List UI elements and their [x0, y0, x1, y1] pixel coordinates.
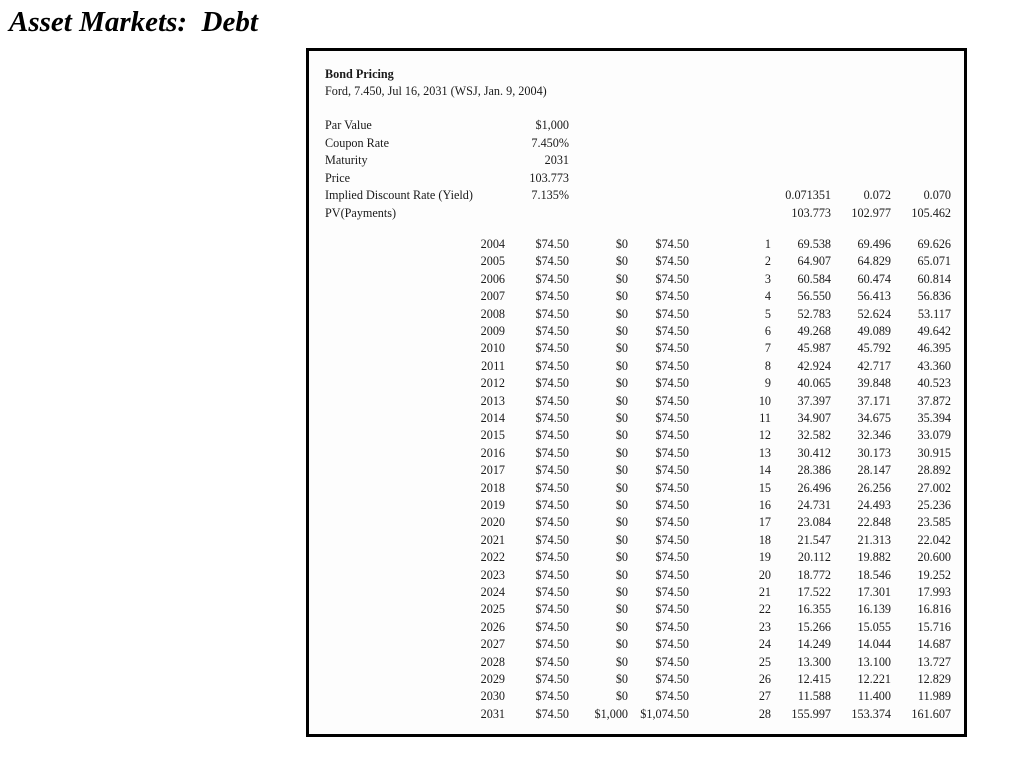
cell-pv-rate-2: 13.100 [857, 654, 891, 669]
table-row [309, 272, 959, 289]
table-row [309, 359, 959, 376]
cell-pv-rate-3: 11.989 [917, 689, 951, 704]
cell-year: 2014 [480, 411, 505, 425]
cell-pv-rate-2: 19.882 [857, 550, 891, 565]
cell-coupon: $74.50 [535, 463, 569, 478]
table-row [309, 672, 959, 689]
cell-total: $74.50 [655, 271, 689, 286]
cell-coupon: $74.50 [535, 480, 569, 495]
cell-year: 2008 [480, 306, 505, 321]
cell-pv-rate-2: 16.139 [857, 602, 891, 617]
cell-pv-rate-3: 161.607 [911, 706, 951, 721]
cell-pv-rate-2: 49.089 [857, 324, 891, 338]
cell-pv-rate-3: 43.360 [917, 358, 951, 373]
cell-period: 6 [764, 324, 771, 338]
cell-pv-rate-2: 24.493 [857, 498, 891, 512]
cell-period: 14 [758, 463, 771, 478]
table-row [309, 446, 959, 463]
cell-year: 2006 [480, 271, 505, 286]
cell-pv-rate-1: 49.268 [797, 324, 831, 338]
cell-pv-rate-1: 64.907 [797, 254, 831, 269]
cell-principal: $0 [615, 428, 628, 443]
cell-period: 27 [758, 689, 771, 704]
cell-year: 2031 [480, 706, 505, 721]
cell-year: 2010 [480, 341, 505, 356]
cell-pv-rate-1: 11.588 [797, 689, 831, 704]
cell-period: 25 [758, 654, 771, 669]
cell-year: 2015 [480, 428, 505, 443]
cell-pv-rate-1: 16.355 [797, 602, 831, 617]
cell-pv-rate-2: 42.717 [857, 358, 891, 373]
param-value-price: 103.773 [529, 170, 569, 185]
table-row [309, 515, 959, 532]
cell-principal: $0 [615, 411, 628, 425]
cell-pv-rate-1: 69.538 [797, 237, 831, 251]
cell-coupon: $74.50 [535, 358, 569, 373]
rate-header-1: 0.071351 [785, 188, 831, 202]
cell-year: 2016 [480, 445, 505, 460]
table-row [309, 376, 959, 393]
cell-period: 26 [758, 672, 771, 686]
cell-pv-rate-3: 25.236 [917, 498, 951, 512]
cell-period: 8 [764, 358, 771, 373]
table-row [309, 655, 959, 672]
cell-year: 2024 [480, 585, 505, 599]
cell-period: 11 [759, 411, 771, 425]
param-value-coupon-rate: 7.450% [531, 135, 569, 150]
cell-coupon: $74.50 [535, 289, 569, 304]
cell-pv-rate-3: 60.814 [917, 271, 951, 286]
cell-coupon: $74.50 [535, 411, 569, 425]
cell-principal: $0 [615, 550, 628, 565]
cell-coupon: $74.50 [535, 637, 569, 652]
cell-year: 2017 [480, 463, 505, 478]
cell-pv-rate-3: 14.687 [917, 637, 951, 652]
cell-coupon: $74.50 [535, 515, 569, 530]
cell-principal: $0 [615, 358, 628, 373]
cell-year: 2005 [480, 254, 505, 269]
table-row [309, 637, 959, 654]
cell-pv-rate-3: 12.829 [917, 672, 951, 686]
cell-principal: $0 [615, 445, 628, 460]
table-row [309, 463, 959, 480]
cell-year: 2013 [480, 393, 505, 408]
cell-pv-rate-3: 35.394 [917, 411, 951, 425]
cell-pv-rate-3: 46.395 [917, 341, 951, 356]
cell-pv-rate-2: 11.400 [857, 689, 891, 704]
cell-coupon: $74.50 [535, 550, 569, 565]
cell-year: 2027 [480, 637, 505, 652]
cell-total: $74.50 [655, 602, 689, 617]
cell-coupon: $74.50 [535, 254, 569, 269]
cell-period: 5 [764, 306, 771, 321]
cell-principal: $0 [615, 254, 628, 269]
pv-total-2: 102.977 [851, 205, 891, 220]
cell-pv-rate-2: 39.848 [857, 376, 891, 391]
cell-coupon: $74.50 [535, 672, 569, 686]
cell-pv-rate-3: 28.892 [917, 463, 951, 478]
cell-year: 2029 [480, 672, 505, 686]
table-row [309, 289, 959, 306]
cell-total: $74.50 [655, 480, 689, 495]
cell-total: $74.50 [655, 532, 689, 547]
table-row [309, 585, 959, 602]
cell-pv-rate-1: 42.924 [797, 358, 831, 373]
cell-coupon: $74.50 [535, 567, 569, 582]
cell-pv-rate-1: 37.397 [797, 393, 831, 408]
table-row [309, 237, 959, 254]
cell-pv-rate-3: 27.002 [917, 480, 951, 495]
cell-pv-rate-1: 40.065 [797, 376, 831, 391]
cell-pv-rate-3: 53.117 [917, 306, 951, 321]
cell-principal: $0 [615, 619, 628, 634]
rate-header-2: 0.072 [863, 188, 891, 202]
cell-period: 21 [758, 585, 771, 599]
cell-year: 2028 [480, 654, 505, 669]
cell-pv-rate-1: 18.772 [797, 567, 831, 582]
param-value-par-value: $1,000 [535, 118, 569, 132]
cell-principal: $0 [615, 289, 628, 304]
table-row [309, 307, 959, 324]
cell-total: $74.50 [655, 428, 689, 443]
cell-principal: $0 [615, 306, 628, 321]
cell-pv-rate-2: 22.848 [857, 515, 891, 530]
cell-pv-rate-1: 26.496 [797, 480, 831, 495]
cell-pv-rate-2: 64.829 [857, 254, 891, 269]
cell-pv-rate-3: 65.071 [917, 254, 951, 269]
rate-header-3: 0.070 [923, 188, 951, 202]
cell-pv-rate-3: 19.252 [917, 567, 951, 582]
param-label-yield: Implied Discount Rate (Yield) [325, 188, 473, 202]
cell-period: 22 [758, 602, 771, 617]
cell-period: 17 [758, 515, 771, 530]
cell-period: 15 [758, 480, 771, 495]
cell-period: 20 [758, 567, 771, 582]
table-row [309, 550, 959, 567]
cell-year: 2026 [480, 619, 505, 634]
cell-total: $74.50 [655, 289, 689, 304]
cell-principal: $0 [615, 532, 628, 547]
cell-pv-rate-3: 33.079 [917, 428, 951, 443]
cell-pv-rate-2: 153.374 [851, 706, 891, 721]
table-row [309, 254, 959, 271]
cell-pv-rate-1: 17.522 [797, 585, 831, 599]
cell-year: 2019 [480, 498, 505, 512]
table-row [309, 498, 959, 515]
cell-pv-rate-3: 17.993 [917, 585, 951, 599]
cell-year: 2020 [480, 515, 505, 530]
table-row [309, 602, 959, 619]
cell-pv-rate-2: 37.171 [857, 393, 891, 408]
table-row [309, 568, 959, 585]
param-label-coupon-rate: Coupon Rate [325, 135, 389, 150]
cell-principal: $0 [615, 463, 628, 478]
cell-year: 2030 [480, 689, 505, 704]
cell-principal: $0 [615, 567, 628, 582]
cell-coupon: $74.50 [535, 428, 569, 443]
pv-total-3: 105.462 [911, 205, 951, 220]
cell-pv-rate-3: 49.642 [917, 324, 951, 338]
cell-coupon: $74.50 [535, 602, 569, 617]
cell-pv-rate-1: 12.415 [797, 672, 831, 686]
cell-total: $74.50 [655, 341, 689, 356]
cell-total: $74.50 [655, 254, 689, 269]
cell-total: $74.50 [655, 689, 689, 704]
cell-pv-rate-2: 30.173 [857, 445, 891, 460]
cell-pv-rate-3: 15.716 [917, 619, 951, 634]
param-value-yield: 7.135% [531, 188, 569, 202]
table-row [309, 411, 959, 428]
cell-total: $74.50 [655, 585, 689, 599]
cell-period: 7 [764, 341, 771, 356]
table-row [309, 533, 959, 550]
cell-coupon: $74.50 [535, 306, 569, 321]
param-label-price: Price [325, 170, 351, 185]
cell-total: $74.50 [655, 567, 689, 582]
cell-pv-rate-3: 22.042 [917, 532, 951, 547]
cell-year: 2004 [480, 237, 505, 251]
cell-year: 2018 [480, 480, 505, 495]
table-row [309, 394, 959, 411]
cell-pv-rate-2: 12.221 [857, 672, 891, 686]
cell-total: $74.50 [655, 463, 689, 478]
cell-pv-rate-2: 56.413 [857, 289, 891, 304]
cell-principal: $0 [615, 515, 628, 530]
cell-pv-rate-3: 30.915 [917, 445, 951, 460]
cell-period: 24 [758, 637, 771, 652]
cell-period: 12 [758, 428, 771, 443]
table-row [309, 689, 959, 706]
cell-pv-rate-3: 16.816 [917, 602, 951, 617]
cell-principal: $0 [615, 271, 628, 286]
cell-pv-rate-1: 21.547 [797, 532, 831, 547]
cell-total: $74.50 [655, 654, 689, 669]
cell-principal: $0 [615, 393, 628, 408]
cell-total: $74.50 [655, 358, 689, 373]
cell-pv-rate-2: 69.496 [857, 237, 891, 251]
cell-pv-rate-1: 28.386 [797, 463, 831, 478]
cell-year: 2021 [480, 532, 505, 547]
cell-coupon: $74.50 [535, 619, 569, 634]
cell-pv-rate-2: 32.346 [857, 428, 891, 443]
cell-total: $74.50 [655, 237, 689, 251]
cell-pv-rate-2: 60.474 [857, 271, 891, 286]
cell-pv-rate-1: 24.731 [797, 498, 831, 512]
cell-coupon: $74.50 [535, 706, 569, 721]
cell-pv-rate-2: 26.256 [857, 480, 891, 495]
cell-principal: $0 [615, 341, 628, 356]
table-row [309, 341, 959, 358]
cell-period: 1 [764, 237, 771, 251]
cell-principal: $0 [615, 237, 628, 251]
cell-coupon: $74.50 [535, 271, 569, 286]
cell-total: $74.50 [655, 324, 689, 338]
cell-coupon: $74.50 [535, 324, 569, 338]
cell-period: 3 [764, 271, 771, 286]
param-label-maturity: Maturity [325, 153, 368, 167]
cell-pv-rate-2: 21.313 [857, 532, 891, 547]
table-row [309, 620, 959, 637]
cell-year: 2011 [481, 358, 505, 373]
cell-year: 2012 [480, 376, 505, 391]
cell-pv-rate-1: 20.112 [797, 550, 831, 565]
cell-year: 2025 [480, 602, 505, 617]
cell-total: $74.50 [655, 619, 689, 634]
cell-coupon: $74.50 [535, 532, 569, 547]
cell-pv-rate-3: 69.626 [917, 237, 951, 251]
cell-pv-rate-1: 30.412 [797, 445, 831, 460]
cell-period: 4 [764, 289, 771, 304]
cell-total: $74.50 [655, 637, 689, 652]
bond-pricing-sheet [306, 48, 967, 737]
cell-principal: $0 [615, 602, 628, 617]
cell-principal: $1,000 [594, 706, 628, 721]
cell-pv-rate-3: 13.727 [917, 654, 951, 669]
cell-principal: $0 [615, 324, 628, 338]
cell-pv-rate-1: 15.266 [797, 619, 831, 634]
cell-period: 10 [758, 393, 771, 408]
cell-pv-rate-2: 52.624 [857, 306, 891, 321]
cell-pv-rate-2: 14.044 [857, 637, 891, 652]
cell-period: 9 [764, 376, 771, 391]
cell-pv-rate-1: 45.987 [797, 341, 831, 356]
cell-principal: $0 [615, 585, 628, 599]
table-row [309, 324, 959, 341]
cell-total: $74.50 [655, 672, 689, 686]
cell-coupon: $74.50 [535, 376, 569, 391]
cell-pv-rate-1: 34.907 [797, 411, 831, 425]
cell-coupon: $74.50 [535, 654, 569, 669]
cell-total: $74.50 [655, 306, 689, 321]
cell-total: $74.50 [655, 393, 689, 408]
pv-total-1: 103.773 [791, 205, 831, 220]
cell-period: 13 [758, 445, 771, 460]
cell-principal: $0 [615, 654, 628, 669]
cell-period: 28 [758, 706, 771, 721]
cell-period: 18 [758, 532, 771, 547]
param-label-par-value: Par Value [325, 118, 372, 132]
slide-title: Asset Markets: Debt [9, 6, 258, 38]
table-row [309, 481, 959, 498]
cell-pv-rate-2: 18.546 [857, 567, 891, 582]
cell-total: $74.50 [655, 445, 689, 460]
cell-pv-rate-1: 23.084 [797, 515, 831, 530]
cell-pv-rate-1: 32.582 [797, 428, 831, 443]
cell-pv-rate-1: 13.300 [797, 654, 831, 669]
cell-year: 2007 [480, 289, 505, 304]
cell-coupon: $74.50 [535, 341, 569, 356]
cell-principal: $0 [615, 672, 628, 686]
cell-total: $74.50 [655, 411, 689, 425]
cell-pv-rate-2: 17.301 [857, 585, 891, 599]
cell-total: $74.50 [655, 550, 689, 565]
cell-pv-rate-3: 56.836 [917, 289, 951, 304]
cell-principal: $0 [615, 689, 628, 704]
cell-pv-rate-2: 45.792 [857, 341, 891, 356]
sheet-heading: Bond Pricing [325, 67, 394, 81]
cell-pv-rate-2: 15.055 [857, 619, 891, 634]
cell-year: 2022 [480, 550, 505, 565]
cell-pv-rate-1: 52.783 [797, 306, 831, 321]
cell-pv-rate-1: 14.249 [797, 637, 831, 652]
param-label-pv-payments: PV(Payments) [325, 205, 397, 220]
cell-coupon: $74.50 [535, 498, 569, 512]
cell-period: 19 [758, 550, 771, 565]
cell-pv-rate-1: 60.584 [797, 271, 831, 286]
cell-coupon: $74.50 [535, 585, 569, 599]
cell-principal: $0 [615, 498, 628, 512]
cell-pv-rate-3: 40.523 [917, 376, 951, 391]
cell-coupon: $74.50 [535, 393, 569, 408]
cell-period: 23 [758, 619, 771, 634]
cell-period: 2 [764, 254, 771, 269]
cell-pv-rate-3: 37.872 [917, 393, 951, 408]
param-value-maturity: 2031 [544, 153, 569, 167]
sheet-subheading: Ford, 7.450, Jul 16, 2031 (WSJ, Jan. 9, 2004) [325, 84, 547, 98]
cell-coupon: $74.50 [535, 445, 569, 460]
cell-pv-rate-2: 34.675 [857, 411, 891, 425]
cell-year: 2023 [480, 567, 505, 582]
cell-year: 2009 [480, 324, 505, 338]
cell-coupon: $74.50 [535, 237, 569, 251]
cell-total: $74.50 [655, 498, 689, 512]
cell-total: $1,074.50 [640, 706, 689, 721]
cell-principal: $0 [615, 376, 628, 391]
cell-total: $74.50 [655, 376, 689, 391]
cell-pv-rate-3: 20.600 [917, 550, 951, 565]
cell-principal: $0 [615, 637, 628, 652]
cell-total: $74.50 [655, 515, 689, 530]
table-row [309, 428, 959, 445]
cell-pv-rate-3: 23.585 [917, 515, 951, 530]
cell-principal: $0 [615, 480, 628, 495]
cell-pv-rate-2: 28.147 [857, 463, 891, 478]
cell-coupon: $74.50 [535, 689, 569, 704]
cell-pv-rate-1: 155.997 [791, 706, 831, 721]
cell-pv-rate-1: 56.550 [797, 289, 831, 304]
cell-period: 16 [758, 498, 771, 512]
table-row [309, 707, 959, 724]
